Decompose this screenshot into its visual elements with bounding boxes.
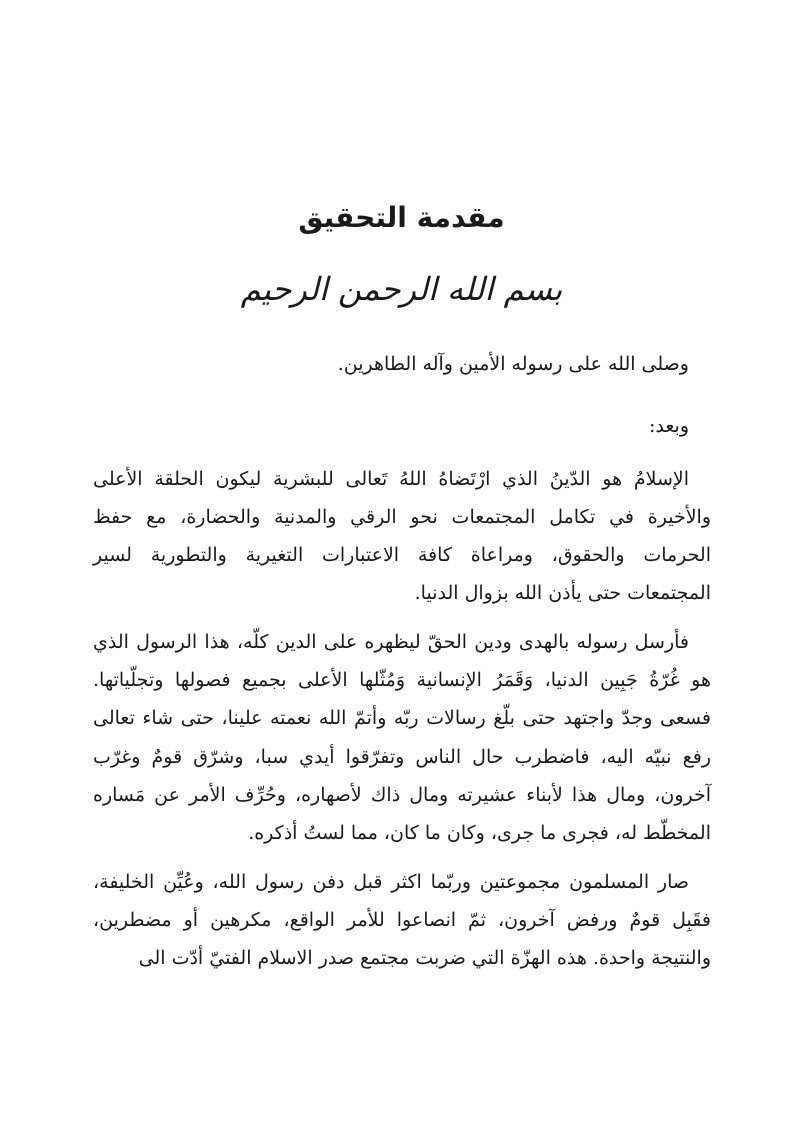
paragraph: الإسلامُ هو الدّينُ الذي ارْتَضاهُ اللهُ تَعالى للبشرية ليكون الحلقة الأعلى والأخيرة في تكامل المجتمعات نحو الرقي والمدنية والحضارة، مع حفظ الحرمات والحقوق، ومراعاة كافة الاعتبارات التغيرية والتطورية لسير المجتمعات حتى يأذن الله بزوال الدنيا. (93, 467, 711, 605)
paragraph: فأرسل رسوله بالهدى ودين الحقّ ليظهره على الدين كلّه، هذا الرسول الذي هو غُرّةُ جَبِين الدنيا، وَقَمَرُ الإنسانية وَمُثّلها الأعلى بجميع فصولها وتجلّياتها. فسعى وجدّ واجتهد حتى بلّغ رسالات ربّه وأتمّ الله نعمته علينا، حتى شاء تعالى رفع نبيّه اليه، فاضطرب حال الناس وتفرّقوا أيدي سبا، وشرّق قومٌ وغرّب آخرون، ومال هذا لأبناء عشيرته ومال ذاك لأصهاره، وحُرِّف الأمر عن مَساره المخطّط له، فجرى ما جرى، وكان ما كان، مما لستُ أذكره. (93, 630, 711, 845)
page-title: مقدمة التحقيق (298, 201, 505, 234)
greeting-line: وصلى الله على رسوله الأمين وآله الطاهرين. (337, 353, 689, 375)
paragraph: صار المسلمون مجموعتين وربّما اكثر قبل دفن رسول الله، وعُيِّن الخليفة، فقَبِل قومٌ ورفض آخرون، ثمّ انصاعوا للأمر الواقع، مكرهين أو مضطرين، والنتيجة واحدة. هذه الهزّة التي ضربت مجتمع صدر الاسلام الفتيّ أدّت الى (93, 870, 711, 970)
opening-line: وبعد: (648, 415, 689, 438)
basmala-calligraphy: بسم الله الرحمن الرحيم (240, 270, 563, 308)
body-text (93, 345, 711, 987)
